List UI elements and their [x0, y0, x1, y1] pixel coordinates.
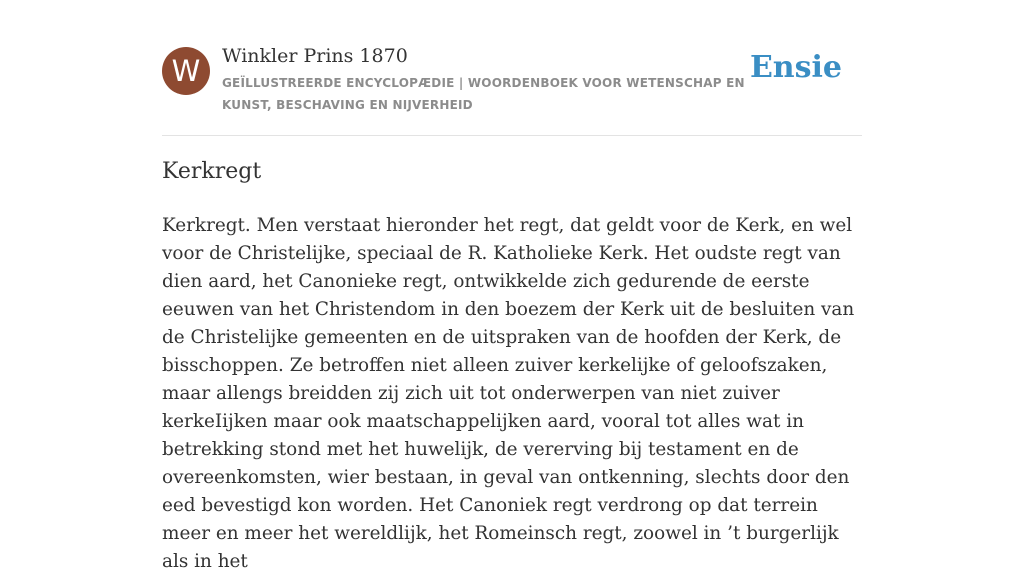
entry-title: Kerkregt [162, 159, 262, 184]
page-container [162, 0, 862, 572]
source-avatar[interactable]: W [162, 47, 210, 95]
ensie-logo[interactable]: Ensie [749, 50, 842, 85]
source-header [162, 0, 862, 136]
source-title[interactable]: Winkler Prins 1870 [222, 45, 408, 67]
entry-text: Kerkregt. Men verstaat hieronder het regt, dat geldt voor de Kerk, en wel voor de Christelijke, speciaal de R. Katholieke Kerk. Het oudste regt van dien aard, het Canonieke regt, ontwikkelde zich gedurende de eerste eeuwen van het Christendom in den boezem der Kerk uit de besluiten van de Christelijke gemeenten en de uitspraken van de hoofden der Kerk, de bisschoppen. Ze betroffen niet alleen zuiver kerkelijke of geloofszaken, maar allengs breidden zij zich uit tot onderwerpen van niet zuiver kerkeIijken maar ook maatschappelijken aard, vooral tot alles wat in betrekking stond met het huwelijk, de vererving bij testament en de overeenkomsten, wier bestaan, in geval van ontkenning, slechts door den eed bevestigd kon worden. Het Canoniek regt verdrong op dat terrein meer en meer het wereldlijk, het Romeinsch regt, zoowel in ’t burgerlijk als in het [162, 215, 855, 572]
source-subtitle: GEÏLLUSTREERDE ENCYCLOPÆDIE | WOORDENBOEK VOOR WETENSCHAP EN KUNST, BESCHAVING EN NIJVERHEID [222, 76, 745, 112]
